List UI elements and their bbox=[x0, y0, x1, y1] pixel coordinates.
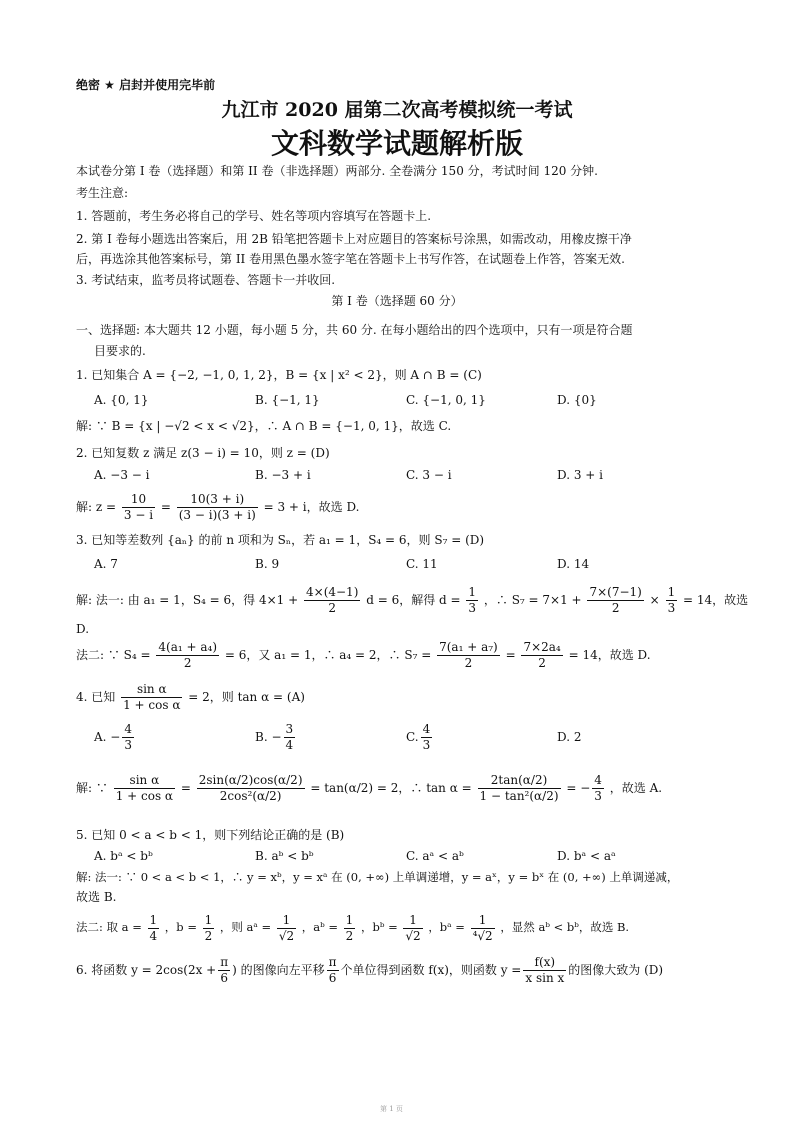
q1-solution: 解: ∵ B = {x | −√2 < x < √2}，∴ A ∩ B = {−1, 0, 1}，故选 C. bbox=[76, 419, 452, 433]
q2-option-b: B. −3 + i bbox=[255, 468, 311, 482]
q4-s-f1-den: 1 + cos α bbox=[115, 789, 174, 803]
q3-m1-fraction-4 bbox=[666, 585, 678, 616]
q3-m2-fraction-2 bbox=[437, 640, 500, 671]
q6-f3-den: x sin x bbox=[525, 971, 565, 985]
q3-m1-f1-num: 4×(4−1) bbox=[306, 585, 359, 599]
q4-s-f3-num: 2tan(α/2) bbox=[478, 773, 561, 789]
q3-m1-text-c: ，∴ S₇ = 7×1 + bbox=[483, 593, 582, 607]
q6-f2-num: π bbox=[328, 955, 337, 969]
q3-m2-text-a: 法二: ∵ S₄ = bbox=[76, 648, 151, 662]
q6-fraction-2 bbox=[327, 955, 339, 986]
q2-f2-den: (3 − i)(3 + i) bbox=[178, 508, 256, 522]
q5-m2-f: ，bᵃ = bbox=[428, 920, 465, 934]
q4-oc-num: 4 bbox=[422, 722, 431, 736]
q4-ob-pre: B. − bbox=[255, 730, 282, 744]
q3-m1-text-b: d = 6，解得 d = bbox=[366, 593, 461, 607]
q3-m2-fraction-1 bbox=[156, 640, 219, 671]
q5-option-c: C. aᵃ < aᵇ bbox=[406, 849, 464, 863]
q5-m2-f4-num: 1 bbox=[345, 912, 354, 927]
q3-method-1 bbox=[76, 583, 748, 617]
q4-ob-den: 4 bbox=[285, 738, 294, 752]
q3-m2-text-c: = bbox=[505, 648, 516, 662]
q4-sol-fraction-2 bbox=[197, 773, 305, 804]
q4-stem-a: 4. 已知 bbox=[76, 690, 116, 704]
q6-b: ) 的图像向左平移 bbox=[232, 963, 325, 977]
notes-title: 考生注意: bbox=[76, 186, 129, 200]
q5-m2-fraction-2 bbox=[203, 913, 215, 944]
q5-method-1: 解: 法一: ∵ 0 < a < b < 1，∴ y = xᵇ，y = xᵃ 在 (0, +∞) 上单调递增，y = aˣ，y = bˣ 在 (0, +∞) 上单调递减， bbox=[76, 870, 679, 884]
q3-stem: 3. 已知等差数列 {aₙ} 的前 n 项和为 Sₙ，若 a₁ = 1，S₄ = 6，则 S₇ = (D) bbox=[76, 533, 485, 547]
section-instruction-a: 一、选择题: 本大题共 12 小题，每小题 5 分，共 60 分. 在每小题给出的四个选项中，只有一项是符合题 bbox=[76, 323, 633, 337]
q6-f2-den: 6 bbox=[328, 971, 337, 985]
q4-oa-pre: A. − bbox=[94, 730, 121, 744]
q5-option-d: D. bᵃ < aᵃ bbox=[557, 849, 616, 863]
q3-m1-f2-den: 3 bbox=[468, 601, 477, 615]
q5-m2-f6-den: ⁴√2 bbox=[472, 928, 493, 943]
q6-fraction-3 bbox=[523, 955, 566, 986]
document-title: 文科数学试题解析版 bbox=[270, 127, 523, 160]
q4-option-b bbox=[255, 720, 297, 754]
q5-m2-f3-den: √2 bbox=[278, 928, 295, 943]
q6-f3-num: f(x) bbox=[523, 955, 566, 971]
q6-c: 个单位得到函数 f(x)，则函数 y = bbox=[340, 963, 522, 977]
q5-m2-fraction-1 bbox=[148, 913, 160, 944]
q4-s-f4-num: 4 bbox=[594, 773, 602, 787]
q4-oa-den: 3 bbox=[124, 738, 132, 752]
q4-s-eq1: = bbox=[180, 781, 191, 795]
page-footer: 第 1 页 bbox=[380, 1105, 403, 1113]
q4-s-f1-num: sin α bbox=[114, 773, 175, 789]
q2-sol-suffix: = 3 + i，故选 D. bbox=[263, 500, 360, 514]
q2-f1-den: 3 − i bbox=[123, 508, 154, 522]
q3-m2-text-d: = 14，故选 D. bbox=[568, 648, 651, 662]
q5-method-1-end: 故选 B. bbox=[76, 890, 117, 904]
q6-f1-den: 6 bbox=[220, 971, 228, 985]
q5-m2-g: ，显然 aᵇ < bᵇ，故选 B. bbox=[500, 920, 630, 934]
q3-m2-fraction-3 bbox=[521, 640, 562, 671]
q4-option-d: D. 2 bbox=[557, 730, 582, 744]
q5-option-a: A. bᵃ < bᵇ bbox=[94, 849, 153, 863]
q3-m2-f2-den: 2 bbox=[464, 656, 473, 670]
q5-m2-fraction-6 bbox=[471, 913, 495, 944]
q5-m2-f3-num: 1 bbox=[277, 913, 296, 929]
intro-description: 本试卷分第 I 卷（选择题）和第 II 卷（非选择题）两部分. 全卷满分 150 分，考试时间 120 分钟. bbox=[76, 164, 598, 178]
q4-oa-num: 4 bbox=[124, 722, 132, 736]
note-1: 1. 答题前，考生务必将自己的学号、姓名等项内容填写在答题卡上. bbox=[76, 209, 432, 223]
q2-solution: 解: z = $\frac{10}{3 - i}$ = $\frac{10(3 + i)}{(3 - i)(3 + i)}$ = 3 + i，故选 D. bbox=[76, 492, 360, 522]
q5-m2-f4-den: 2 bbox=[345, 928, 354, 943]
q3-m2-text-b: = 6，又 a₁ = 1，∴ a₄ = 2，∴ S₇ = bbox=[224, 648, 432, 662]
q3-m1-fraction-2 bbox=[466, 585, 478, 616]
q4-sol-a: 解: ∵ bbox=[76, 781, 108, 795]
q4-ob-fraction bbox=[284, 722, 296, 753]
q4-ob-num: 3 bbox=[285, 722, 294, 736]
note-2b: 后，再选涂其他答案标号，第 II 卷用黑色墨水签字笔在答题卡上书写作答，在试题卷上作答，答案无效. bbox=[76, 252, 625, 266]
q2-sol-prefix: 解: z = bbox=[76, 500, 117, 514]
q4-stem-fraction bbox=[121, 682, 182, 713]
q5-m2-f1-den: 4 bbox=[149, 928, 158, 943]
exam-title: 九江市 2020 届第二次高考模拟统一考试 bbox=[221, 99, 573, 121]
q2-stem: 2. 已知复数 z 满足 z(3 − i) = 10，则 z = (D) bbox=[76, 446, 330, 460]
q6-fraction-1 bbox=[218, 955, 230, 986]
q3-option-b: B. 9 bbox=[255, 557, 280, 571]
q4-stem bbox=[76, 680, 305, 714]
q4-oc-pre: C. bbox=[406, 730, 419, 744]
q6-a: 6. 将函数 y = 2cos(2x + bbox=[76, 963, 217, 977]
q4-stem-b: = 2，则 tan α = (A) bbox=[188, 690, 305, 704]
q3-m1-text-d: × bbox=[649, 593, 660, 607]
q4-s-f2-den: 2cos²(α/2) bbox=[219, 789, 282, 803]
q4-s-end-a: = − bbox=[566, 781, 591, 795]
q4-sol-fraction-1 bbox=[114, 773, 175, 804]
q3-m1-text-a: 解: 法一: 由 a₁ = 1，S₄ = 6，得 4×1 + bbox=[76, 593, 299, 607]
q4-option-c bbox=[406, 720, 434, 754]
q3-m1-f3-den: 2 bbox=[611, 601, 620, 615]
q3-m2-f3-num: 7×2a₄ bbox=[523, 640, 561, 654]
q4-s-f4-den: 3 bbox=[594, 789, 602, 803]
q3-m1-fraction-1 bbox=[304, 585, 360, 616]
q4-stem-f-den: 1 + cos α bbox=[123, 698, 181, 712]
q2-f2-num: 10(3 + i) bbox=[177, 492, 258, 508]
q4-stem-f-num: sin α bbox=[121, 682, 182, 698]
q5-m2-fraction-4 bbox=[344, 913, 356, 944]
q4-s-f2-num: 2sin(α/2)cos(α/2) bbox=[198, 773, 303, 787]
q6-d: 的图像大致为 (D) bbox=[568, 963, 664, 977]
q5-m2-fraction-5 bbox=[403, 913, 422, 944]
section-title: 第 I 卷（选择题 60 分） bbox=[331, 294, 463, 308]
q2-fraction-2 bbox=[177, 492, 258, 523]
q5-m2-f6-num: 1 bbox=[471, 913, 495, 929]
q2-f1-num: 10 bbox=[122, 492, 155, 508]
q5-m2-f2-den: 2 bbox=[204, 928, 213, 943]
q1-stem: 1. 已知集合 A = {−2, −1, 0, 1, 2}，B = {x | x² < 2}，则 A ∩ B = (C) bbox=[76, 368, 482, 382]
q4-s-end-b: ，故选 A. bbox=[609, 781, 663, 795]
q4-s-mid: = tan(α/2) = 2，∴ tan α = bbox=[310, 781, 472, 795]
q3-m1-f3-num: 7×(7−1) bbox=[589, 585, 642, 599]
q2-option-a: A. −3 − i bbox=[94, 468, 150, 482]
q2-fraction-1 bbox=[122, 492, 155, 523]
q4-oc-fraction bbox=[421, 722, 433, 753]
q4-solution bbox=[76, 770, 662, 806]
q5-stem: 5. 已知 0 < a < b < 1，则下列结论正确的是 (B) bbox=[76, 828, 345, 842]
q3-m2-f3-den: 2 bbox=[538, 656, 546, 670]
q3-m2-f1-den: 2 bbox=[183, 656, 192, 670]
q5-m2-f2-num: 1 bbox=[204, 912, 213, 927]
q5-method-2 bbox=[76, 910, 629, 944]
q5-m2-e: ，bᵇ = bbox=[360, 920, 398, 934]
q3-m1-f1-den: 2 bbox=[328, 601, 337, 615]
q2-option-c: C. 3 − i bbox=[406, 468, 452, 482]
q3-m1-wrap: D. bbox=[76, 622, 90, 636]
q3-m1-f4-den: 3 bbox=[667, 601, 676, 615]
q4-sol-fraction-3 bbox=[478, 773, 561, 804]
q5-m2-fraction-3 bbox=[277, 913, 296, 944]
q1-option-b: B. {−1, 1} bbox=[255, 393, 320, 407]
q5-m2-c: ，则 aᵃ = bbox=[219, 920, 272, 934]
note-2a: 2. 第 I 卷每小题选出答案后，用 2B 铅笔把答题卡上对应题目的答案标号涂黑，如需改动，用橡皮擦干净 bbox=[76, 232, 632, 246]
confidential-label: 绝密 ★ 启封并使用完毕前 bbox=[76, 78, 216, 92]
q3-option-a: A. 7 bbox=[94, 557, 118, 571]
q1-option-c: C. {−1, 0, 1} bbox=[406, 393, 486, 407]
q5-m2-b: ，b = bbox=[164, 920, 197, 934]
q1-option-d: D. {0} bbox=[557, 393, 597, 407]
q3-method-2 bbox=[76, 638, 651, 672]
q4-oc-den: 3 bbox=[422, 738, 431, 752]
q5-m2-f5-num: 1 bbox=[403, 913, 422, 929]
q4-oa-fraction bbox=[122, 722, 134, 753]
q4-sol-fraction-4 bbox=[592, 773, 604, 804]
q4-option-a bbox=[94, 720, 136, 754]
q3-option-d: D. 14 bbox=[557, 557, 590, 571]
q3-m2-f2-num: 7(a₁ + a₇) bbox=[439, 640, 498, 654]
q3-m2-f1-num: 4(a₁ + a₄) bbox=[158, 640, 218, 654]
section-instruction-b: 目要求的. bbox=[94, 344, 146, 358]
q3-m1-fraction-3 bbox=[587, 585, 643, 616]
q3-m1-text-e: = 14，故选 bbox=[683, 593, 749, 607]
q2-option-d: D. 3 + i bbox=[557, 468, 603, 482]
q4-s-f3-den: 1 − tan²(α/2) bbox=[479, 789, 559, 803]
q3-m1-f4-num: 1 bbox=[667, 585, 676, 599]
q5-m2-f1-num: 1 bbox=[149, 912, 158, 927]
q5-m2-a: 法二: 取 a = bbox=[76, 920, 142, 934]
q5-option-b: B. aᵇ < bᵇ bbox=[255, 849, 314, 863]
note-3: 3. 考试结束，监考员将试题卷、答题卡一并收回. bbox=[76, 273, 336, 287]
q5-m2-d: ，aᵇ = bbox=[301, 920, 338, 934]
q3-option-c: C. 11 bbox=[406, 557, 438, 571]
q6-f1-num: π bbox=[220, 955, 229, 969]
q3-m1-f2-num: 1 bbox=[468, 585, 477, 599]
q1-option-a: A. {0, 1} bbox=[94, 393, 149, 407]
q6-stem bbox=[76, 952, 663, 988]
q5-m2-f5-den: √2 bbox=[405, 928, 421, 943]
